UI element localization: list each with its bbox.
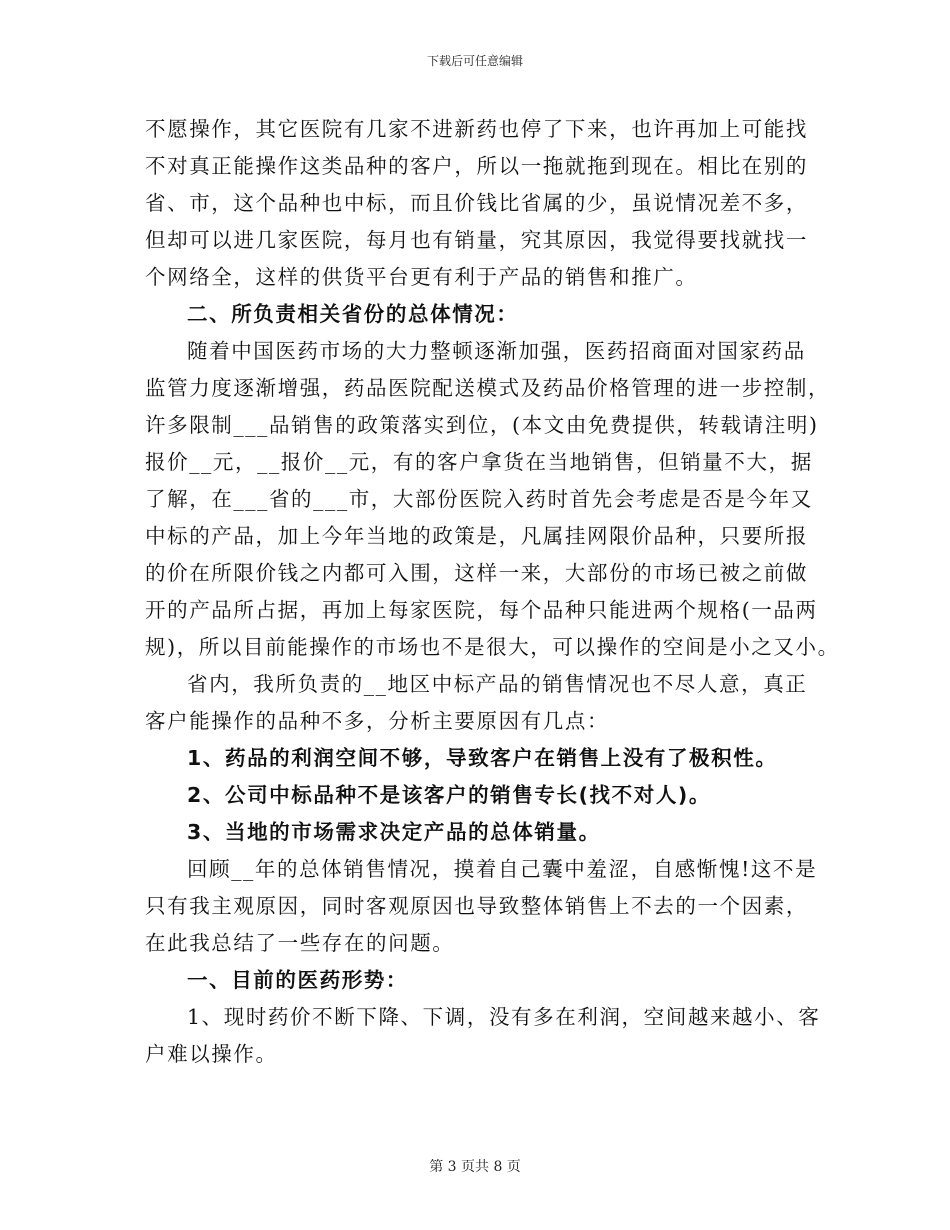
paragraph-line: 但却可以进几家医院，每月也有销量，究其原因，我觉得要找就找一 — [145, 228, 808, 252]
page-header: 下载后可任意编辑 — [426, 54, 523, 68]
section-heading-line: 1、药品的利润空间不够，导致客户在销售上没有了极积性。 — [187, 746, 778, 770]
paragraph-line: 省、市，这个品种也中标，而且价钱比省属的少，虽说情况差不多， — [145, 191, 808, 215]
section-heading-line: 一、目前的医药形势： — [187, 968, 408, 992]
paragraph-line: 报价__元，__报价__元，有的客户拿货在当地销售，但销量不大，据 — [145, 450, 813, 474]
section-heading-line: 2、公司中标品种不是该客户的销售专长(找不对人)。 — [187, 783, 712, 807]
page-footer: 第 3 页共 8 页 — [429, 1159, 521, 1175]
paragraph-line: 在此我总结了一些存在的问题。 — [145, 931, 455, 955]
paragraph-line: 开的产品所占据，再加上每家医院，每个品种只能进两个规格(一品两 — [145, 598, 818, 622]
paragraph-line: 的价在所限价钱之内都可入围，这样一来，大部份的市场已被之前做 — [145, 561, 808, 585]
paragraph-line: 1、现时药价不断下降、下调，没有多在利润，空间越来越小、客 — [187, 1005, 821, 1029]
document-body — [145, 111, 840, 1073]
paragraph-line: 了解，在___省的___市，大部份医院入药时首先会考虑是否是今年又 — [145, 487, 813, 511]
paragraph-line: 个网络全，这样的供货平台更有利于产品的销售和推广。 — [145, 265, 698, 289]
paragraph-line: 户难以操作。 — [145, 1042, 278, 1066]
section-heading-line: 二、所负责相关省份的总体情况： — [187, 302, 519, 326]
section-heading-line: 3、当地的市场需求决定产品的总体销量。 — [187, 820, 601, 844]
paragraph-line: 中标的产品，加上今年当地的政策是，凡属挂网限价品种，只要所报 — [145, 524, 808, 548]
paragraph-line: 省内，我所负责的__地区中标产品的销售情况也不尽人意，真正 — [187, 672, 808, 696]
paragraph-line: 不对真正能操作这类品种的客户，所以一拖就拖到现在。相比在别的 — [145, 154, 808, 178]
paragraph-line: 随着中国医药市场的大力整顿逐渐加强，医药招商面对国家药品 — [187, 339, 806, 363]
paragraph-line: 许多限制___品销售的政策落实到位，(本文由免费提供，转载请注明) — [145, 413, 819, 437]
paragraph-line: 规)，所以目前能操作的市场也不是很大，可以操作的空间是小之又小。 — [145, 635, 840, 659]
paragraph-line: 客户能操作的品种不多，分析主要原因有几点： — [145, 709, 610, 733]
paragraph-line: 只有我主观原因，同时客观原因也导致整体销售上不去的一个因素， — [145, 894, 808, 918]
paragraph-line: 不愿操作，其它医院有几家不进新药也停了下来，也许再加上可能找 — [145, 117, 808, 141]
paragraph-line: 监管力度逐渐增强，药品医院配送模式及药品价格管理的进一步控制， — [145, 376, 831, 400]
paragraph-line: 回顾__年的总体销售情况，摸着自己囊中羞涩，自感惭愧!这不是 — [187, 857, 818, 881]
